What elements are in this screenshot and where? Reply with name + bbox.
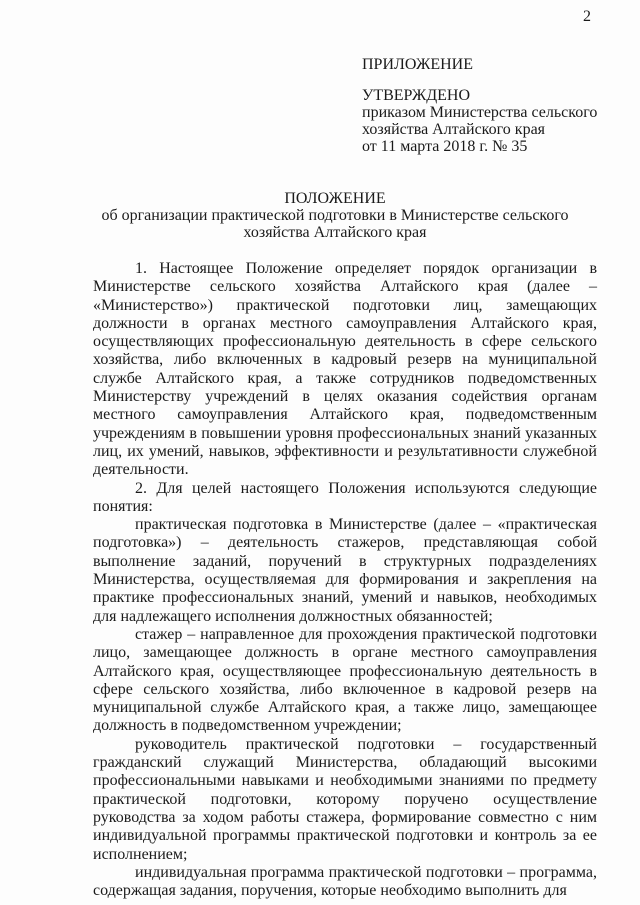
definition-practical-training: практическая подготовка в Министерстве (далее – «практическая подготовка») – деятельность стажеров, представляющая собой выполнение заданий, поручений в структурных подразделениях Министерства, осуществляемая для формирования и закрепления на практике профессиональных знаний, умений и навыков, необходимых для надлежащего исполнения должностных обязанностей; [93, 516, 597, 625]
paragraph-2: 2. Для целей настоящего Положения используются следующие понятия: [93, 479, 597, 515]
approved-label: УТВЕРЖДЕНО [362, 87, 471, 104]
title-heading: ПОЛОЖЕНИЕ [284, 190, 386, 207]
order-line-2: хозяйства Алтайского края [362, 121, 546, 138]
definition-trainee: стажер – направленное для прохождения практической подготовки лицо, замещающее должность в органе местного самоуправления Алтайского края, осуществляющее профессиональную деятельность в сфере сельского хозяйства, либо включенное в кадровой резерв на муниципальной службе Алтайского края, а также лицо, замещающее должность в подведомственном учреждении; [93, 625, 597, 735]
order-line-1: приказом Министерства сельского [362, 104, 598, 121]
order-date: от 11 марта 2018 г. № 35 [362, 138, 528, 155]
appendix-label: ПРИЛОЖЕНИЕ [362, 56, 474, 73]
page-number: 2 [583, 8, 591, 25]
definition-individual-program: индивидуальная программа практической подготовки – программа, содержащая задания, поручения, которые необходимо выполнить для [93, 863, 597, 900]
document-title [70, 190, 600, 241]
title-line-2: хозяйства Алтайского края [243, 224, 427, 241]
document-body [93, 260, 597, 900]
approval-block [362, 56, 597, 155]
paragraph-1: 1. Настоящее Положение определяет порядок организации в Министерстве сельского хозяйства Алтайского края (далее – «Министерство») практической подготовки лиц, замещающих должности в органах местного самоуправления Алтайского края, осуществляющих профессиональную деятельность в сфере сельского хозяйства, либо включенных в кадровый резерв на муниципальной службе Алтайского края, а также сотрудников подведомственных Министерству учреждений в целях оказания содействия органам местного самоуправления Алтайского края, подведомственным учреждениям в повышении уровня профессиональных знаний указанных лиц, их умений, навыков, эффективности и результативности служебной деятельности. [93, 260, 597, 479]
definition-supervisor: руководитель практической подготовки – государственный гражданский служащий Министерства, обладающий высокими профессиональными навыками и необходимыми знаниями по предмету практической подготовки, которому поручено осуществление руководства за ходом работы стажера, формирование совместно с ним индивидуальной программы практической подготовки и контроль за ее исполнением; [93, 735, 597, 863]
title-line-1: об организации практической подготовки в Министерстве сельского [101, 207, 569, 224]
